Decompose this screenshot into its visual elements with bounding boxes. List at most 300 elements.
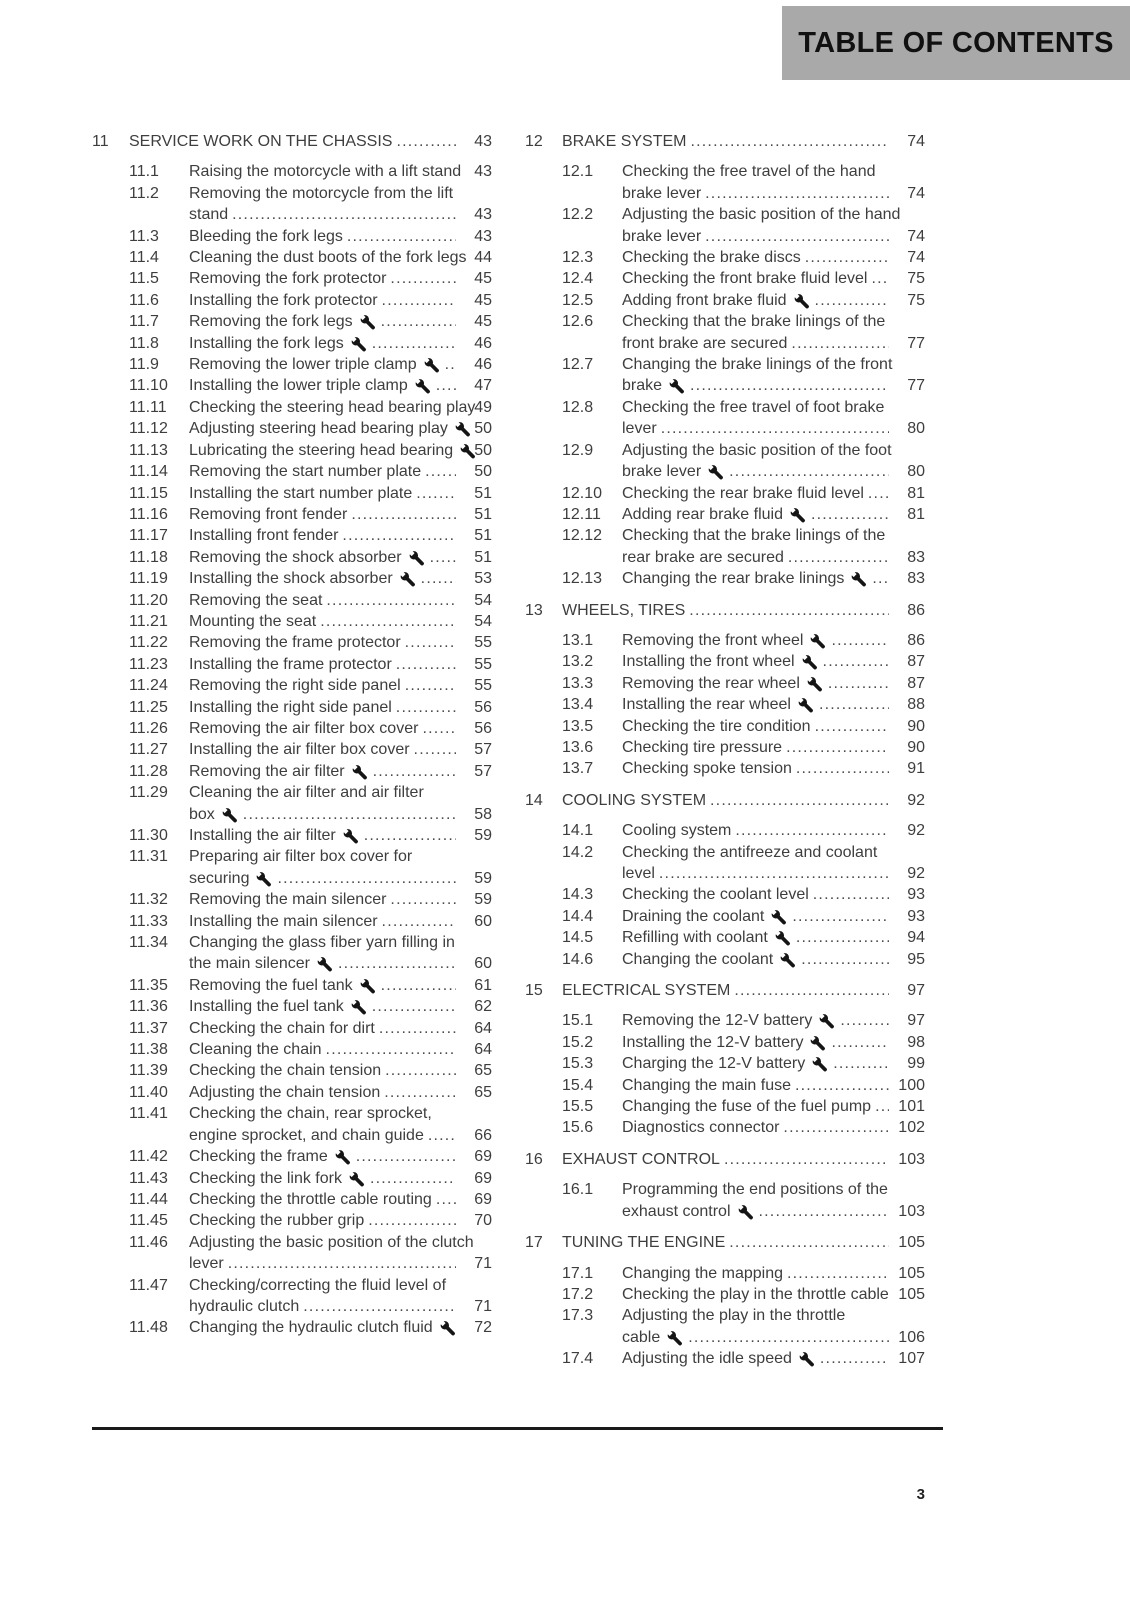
dot-leader	[425, 461, 456, 482]
entry-body	[189, 504, 492, 525]
dot-leader	[820, 1348, 889, 1369]
toc-entry	[525, 204, 925, 247]
wrench-icon	[850, 568, 867, 589]
toc-column-left	[92, 131, 492, 1339]
entry-body	[622, 927, 925, 948]
dot-leader	[384, 1082, 456, 1103]
entry-number: 11.38	[129, 1041, 168, 1059]
section-number: 16	[525, 1150, 543, 1168]
dot-leader	[303, 1296, 456, 1317]
entry-page: 62	[474, 998, 492, 1016]
entry-page: 77	[907, 334, 925, 352]
entry-title: Checking the throttle cable routing	[189, 1190, 432, 1208]
entry-title: cable	[622, 1328, 661, 1346]
entry-title-line	[622, 183, 925, 204]
toc-entry	[525, 161, 925, 204]
dot-leader	[875, 1096, 889, 1117]
dot-leader	[351, 504, 456, 525]
entry-number: 12.11	[562, 505, 601, 523]
entry-title-line	[622, 949, 925, 970]
entry-page: 59	[474, 827, 492, 844]
entry-page: 49	[474, 398, 492, 416]
entry-body	[189, 226, 492, 247]
toc-entry	[525, 247, 925, 268]
entry-title-line	[189, 1296, 492, 1317]
entry-number: 11.48	[129, 1319, 168, 1337]
entry-number: 11.26	[129, 719, 168, 737]
entry-number: 11.5	[129, 270, 159, 288]
dot-leader	[364, 825, 456, 846]
entry-title-line	[189, 1210, 492, 1231]
entry-body	[622, 1117, 925, 1138]
entry-title: engine sprocket, and chain guide	[189, 1126, 424, 1144]
entry-body	[189, 1039, 492, 1060]
toc-entry	[92, 547, 492, 568]
entry-title-line	[189, 268, 492, 289]
toc-entry	[92, 739, 492, 760]
dot-leader	[342, 525, 456, 546]
entry-title: level	[622, 865, 655, 882]
toc-entry	[525, 758, 925, 779]
entry-title-line	[189, 483, 492, 504]
dot-leader	[421, 568, 456, 589]
entry-page: 74	[907, 227, 925, 245]
entry-title: Checking the steering head bearing play	[189, 398, 476, 416]
entry-number: 11.28	[129, 762, 168, 780]
entry-number: 16.1	[562, 1181, 594, 1199]
entry-title-line: Cleaning the air filter and air filter	[189, 784, 424, 802]
entry-page: 81	[907, 484, 925, 502]
entry-number: 13.5	[562, 717, 594, 735]
dot-leader	[724, 1149, 889, 1170]
dot-leader	[228, 1253, 456, 1274]
section-page: 92	[907, 791, 925, 809]
toc-entry	[525, 716, 925, 737]
entry-body	[189, 525, 492, 546]
entry-number: 12.7	[562, 356, 594, 374]
entry-title-line	[189, 804, 492, 825]
toc-entry	[525, 949, 925, 970]
entry-body	[189, 333, 492, 354]
entry-number: 14.5	[562, 929, 594, 947]
dot-leader	[828, 673, 889, 694]
entry-number: 12.4	[562, 270, 594, 288]
entry-body	[189, 611, 492, 632]
entry-page: 43	[474, 227, 492, 245]
entry-number: 11.25	[129, 698, 168, 716]
entry-title-line	[189, 204, 492, 225]
entry-page: 80	[907, 463, 925, 481]
entry-number: 13.3	[562, 674, 594, 692]
entry-number: 12.5	[562, 291, 594, 309]
toc-entry	[92, 632, 492, 653]
entry-page: 106	[898, 1328, 925, 1346]
toc-entry	[525, 483, 925, 504]
toc-entry	[525, 290, 925, 311]
dot-leader	[729, 1232, 889, 1253]
entry-title: Checking the rear brake fluid level	[622, 484, 864, 502]
entry-title-line	[189, 590, 492, 611]
entry-page: 47	[474, 377, 492, 395]
entry-page: 43	[474, 206, 492, 224]
entry-title: brake lever	[622, 463, 702, 481]
wrench-icon	[798, 1348, 815, 1369]
entry-body	[622, 630, 925, 651]
entry-number: 11.14	[129, 463, 168, 481]
entry-number: 11.41	[129, 1105, 168, 1123]
wrench-icon	[737, 1201, 754, 1222]
toc-entry	[92, 825, 492, 846]
entry-title: Cleaning the chain	[189, 1041, 322, 1059]
dot-leader	[436, 1189, 456, 1210]
dot-leader	[868, 483, 889, 504]
dot-leader	[795, 1075, 889, 1096]
entry-title-line: Changing the brake linings of the front	[622, 356, 893, 374]
entry-number: 11.8	[129, 334, 159, 352]
entry-body	[622, 1075, 925, 1096]
toc-entry	[525, 906, 925, 927]
section-heading-entry	[562, 600, 925, 621]
dot-leader	[320, 611, 456, 632]
toc-entry	[92, 782, 492, 825]
entry-number: 12.6	[562, 313, 594, 331]
entry-body	[189, 932, 492, 975]
toc-entry	[525, 1032, 925, 1053]
entry-body	[189, 697, 492, 718]
entry-number: 11.33	[129, 912, 168, 930]
entry-body	[622, 483, 925, 504]
entry-page: 71	[474, 1297, 492, 1315]
entry-title: Checking the frame	[189, 1148, 328, 1166]
entry-title: securing	[189, 869, 250, 887]
entry-title: front brake are secured	[622, 334, 788, 352]
wrench-icon	[774, 927, 791, 948]
entry-number: 11.19	[129, 570, 168, 588]
entry-title: Checking the rubber grip	[189, 1212, 365, 1230]
entry-title: Changing the main fuse	[622, 1076, 791, 1094]
entry-body	[622, 716, 925, 737]
toc-entry	[525, 311, 925, 354]
entry-page: 93	[907, 907, 925, 925]
section-page: 97	[907, 982, 925, 1000]
entry-number: 11.13	[129, 441, 168, 459]
entry-page: 65	[474, 1083, 492, 1101]
section-number: 13	[525, 601, 543, 619]
entry-page: 102	[898, 1119, 925, 1137]
entry-page: 74	[907, 249, 925, 267]
toc-entry	[525, 630, 925, 651]
dot-leader	[690, 131, 889, 152]
entry-body	[622, 1010, 925, 1031]
section-title: COOLING SYSTEM	[562, 791, 707, 809]
entry-title-line	[189, 504, 492, 525]
toc-entry	[525, 268, 925, 289]
entry-page: 65	[474, 1062, 492, 1080]
entry-page: 51	[474, 484, 492, 502]
entry-title-line	[189, 1146, 492, 1167]
entry-number: 15.1	[562, 1012, 594, 1030]
toc-entry	[92, 1189, 492, 1210]
entry-title-line	[189, 440, 492, 461]
wrench-icon	[801, 651, 818, 672]
dot-leader	[710, 790, 889, 811]
dot-leader	[416, 483, 456, 504]
entry-title-line	[622, 1117, 925, 1138]
entry-title: Installing the start number plate	[189, 484, 413, 502]
entry-page: 51	[474, 548, 492, 566]
entry-body	[189, 547, 492, 568]
entry-page: 50	[474, 420, 492, 438]
entry-page: 103	[898, 1202, 925, 1220]
dot-leader	[788, 547, 889, 568]
entry-number: 11.27	[129, 741, 168, 759]
wrench-icon	[350, 333, 367, 354]
entry-page: 70	[474, 1212, 492, 1230]
dot-leader	[805, 247, 889, 268]
toc-entry	[92, 504, 492, 525]
entry-title-line	[622, 758, 925, 779]
dot-leader	[792, 906, 889, 927]
entry-page: 98	[907, 1033, 925, 1051]
entry-page: 95	[907, 950, 925, 968]
entry-body	[622, 161, 925, 204]
toc-entry	[525, 1179, 925, 1222]
dot-leader	[759, 1201, 889, 1222]
entry-title-line	[622, 694, 925, 715]
entry-number: 11.20	[129, 591, 168, 609]
entry-body	[622, 290, 925, 311]
dot-leader	[373, 761, 456, 782]
entry-title-line: Checking the chain, rear sprocket,	[189, 1105, 432, 1123]
entry-title-line	[189, 761, 492, 782]
entry-title-line: Adjusting the basic position of the foot	[622, 441, 892, 459]
wrench-icon	[342, 825, 359, 846]
entry-title-line	[189, 1018, 492, 1039]
dot-leader	[382, 911, 456, 932]
dot-leader	[705, 183, 889, 204]
entry-body	[622, 949, 925, 970]
entry-body	[622, 1032, 925, 1053]
entry-number: 14.6	[562, 950, 594, 968]
entry-title: Refilling with coolant	[622, 929, 768, 947]
entry-page: 57	[474, 762, 492, 780]
entry-title-line: Checking the free travel of foot brake	[622, 398, 885, 416]
entry-number: 11.34	[129, 934, 168, 952]
entry-body	[189, 654, 492, 675]
entry-title: Installing the air filter box cover	[189, 741, 410, 759]
entry-body	[189, 183, 492, 226]
entry-page: 59	[474, 891, 492, 909]
entry-number: 11.18	[129, 548, 168, 566]
toc-entry	[92, 654, 492, 675]
entry-number: 11.36	[129, 998, 168, 1016]
dot-leader	[801, 949, 889, 970]
wrench-icon	[359, 311, 376, 332]
entry-number: 11.43	[129, 1169, 168, 1187]
entry-title-line	[622, 1075, 925, 1096]
entry-title-line	[622, 820, 925, 841]
entry-number: 11.40	[129, 1083, 168, 1101]
entry-title-line	[622, 247, 925, 268]
section-title: ELECTRICAL SYSTEM	[562, 982, 731, 1000]
entry-title: Installing the rear wheel	[622, 696, 791, 714]
entry-number: 11.9	[129, 356, 159, 374]
entry-body	[622, 1053, 925, 1074]
entry-body	[189, 1232, 492, 1275]
entry-title: Cleaning the dust boots of the fork legs	[189, 249, 467, 267]
toc-entry	[525, 1284, 925, 1305]
entry-number: 11.29	[129, 784, 168, 802]
dot-leader	[796, 758, 889, 779]
entry-number: 11.10	[129, 377, 168, 395]
toc-entry	[92, 1232, 492, 1275]
wrench-icon	[350, 996, 367, 1017]
entry-title: Lubricating the steering head bearing	[189, 441, 454, 459]
dot-leader	[372, 333, 456, 354]
section-title: WHEELS, TIRES	[562, 601, 686, 619]
entry-page: 56	[474, 698, 492, 716]
dot-leader	[396, 654, 456, 675]
entry-page: 83	[907, 570, 925, 588]
entry-title-line: Adjusting the play in the throttle	[622, 1307, 846, 1325]
entry-number: 12.3	[562, 249, 594, 267]
wrench-icon	[809, 630, 826, 651]
entry-body	[622, 820, 925, 841]
entry-page: 54	[474, 591, 492, 609]
wrench-icon	[414, 375, 431, 396]
entry-number: 11.46	[129, 1233, 168, 1251]
entry-number: 17.3	[562, 1307, 594, 1325]
entry-body	[622, 568, 925, 589]
entry-page: 69	[474, 1190, 492, 1208]
entry-body	[189, 568, 492, 589]
entry-body	[189, 418, 492, 439]
dot-leader	[370, 1168, 456, 1189]
entry-page: 66	[474, 1126, 492, 1144]
entry-number: 11.44	[129, 1190, 168, 1208]
dot-leader	[379, 1018, 456, 1039]
entry-number: 15.4	[562, 1076, 594, 1094]
toc-entry	[92, 1018, 492, 1039]
entry-page: 91	[907, 760, 925, 778]
entry-body	[622, 906, 925, 927]
entry-title-line	[189, 953, 492, 974]
entry-title-line	[189, 161, 492, 182]
footer-divider	[92, 1427, 943, 1430]
entry-title: exhaust control	[622, 1202, 731, 1220]
entry-body	[189, 846, 492, 889]
entry-title: Checking spoke tension	[622, 760, 792, 778]
wrench-icon	[439, 1317, 456, 1338]
entry-title: Changing the fuse of the fuel pump	[622, 1098, 872, 1116]
entry-body	[189, 161, 492, 182]
entry-number: 14.3	[562, 886, 594, 904]
entry-title-line	[622, 290, 925, 311]
wrench-icon	[811, 1053, 828, 1074]
wrench-icon	[399, 568, 416, 589]
entry-number: 11.4	[129, 249, 159, 267]
wrench-icon	[666, 1327, 683, 1348]
entry-page: 75	[907, 270, 925, 288]
entry-title-line	[189, 1317, 492, 1338]
toc-entry	[92, 161, 492, 182]
section-number: 14	[525, 791, 543, 809]
section-page: 86	[907, 601, 925, 619]
toc-section-heading	[525, 1149, 925, 1170]
entry-body	[189, 825, 492, 846]
entry-title-line	[189, 354, 492, 375]
dot-leader	[796, 927, 889, 948]
toc-section-heading	[525, 1232, 925, 1253]
wrench-icon	[408, 547, 425, 568]
section-page: 74	[907, 133, 925, 150]
entry-body	[189, 632, 492, 653]
entry-title-line: Checking/correcting the fluid level of	[189, 1276, 447, 1294]
toc-entry	[92, 718, 492, 739]
wrench-icon	[359, 975, 376, 996]
entry-title-line: Checking the free travel of the hand	[622, 163, 876, 181]
entry-title-line	[622, 568, 925, 589]
entry-number: 11.15	[129, 484, 168, 502]
dot-leader	[326, 1039, 456, 1060]
entry-title-line	[189, 311, 492, 332]
wrench-icon	[789, 504, 806, 525]
entry-title: box	[189, 805, 215, 823]
entry-page: 55	[474, 677, 492, 695]
entry-body	[622, 268, 925, 289]
entry-page: 97	[907, 1012, 925, 1030]
entry-title: Diagnostics connector	[622, 1119, 780, 1137]
entry-title: Checking the chain for dirt	[189, 1019, 375, 1037]
toc-entry	[525, 1263, 925, 1284]
wrench-icon	[334, 1146, 351, 1167]
toc-entry	[525, 694, 925, 715]
toc-section-heading	[92, 131, 492, 152]
dot-leader	[729, 461, 889, 482]
page-header-banner	[782, 6, 1130, 80]
entry-page: 90	[907, 738, 925, 756]
toc-section	[92, 131, 492, 1339]
entry-page: 80	[907, 420, 925, 438]
entry-number: 12.13	[562, 570, 603, 588]
entry-number: 15.5	[562, 1098, 594, 1116]
entry-title: Checking the brake discs	[622, 249, 801, 267]
entry-title-line	[622, 268, 925, 289]
entry-title-line	[622, 483, 925, 504]
entry-title-line	[189, 996, 492, 1017]
entry-body	[622, 1263, 925, 1284]
toc-entry	[92, 996, 492, 1017]
entry-title: Checking tire pressure	[622, 738, 783, 756]
dot-leader	[430, 547, 456, 568]
entry-title-line	[189, 1253, 492, 1274]
entry-title: Adding rear brake fluid	[622, 505, 783, 523]
entry-title: Removing the 12-V battery	[622, 1012, 813, 1030]
entry-body	[622, 311, 925, 354]
section-title: EXHAUST CONTROL	[562, 1150, 720, 1168]
wrench-icon	[779, 949, 796, 970]
entry-title-line	[189, 547, 492, 568]
entry-body	[189, 1275, 492, 1318]
entry-number: 11.45	[129, 1212, 168, 1230]
toc-section-heading	[525, 131, 925, 152]
dot-leader	[326, 590, 456, 611]
entry-number: 12.1	[562, 163, 594, 181]
entry-title: Adjusting steering head bearing play	[189, 420, 448, 438]
entry-title-line	[622, 927, 925, 948]
section-title: SERVICE WORK ON THE CHASSIS	[129, 133, 393, 150]
entry-body	[622, 651, 925, 672]
